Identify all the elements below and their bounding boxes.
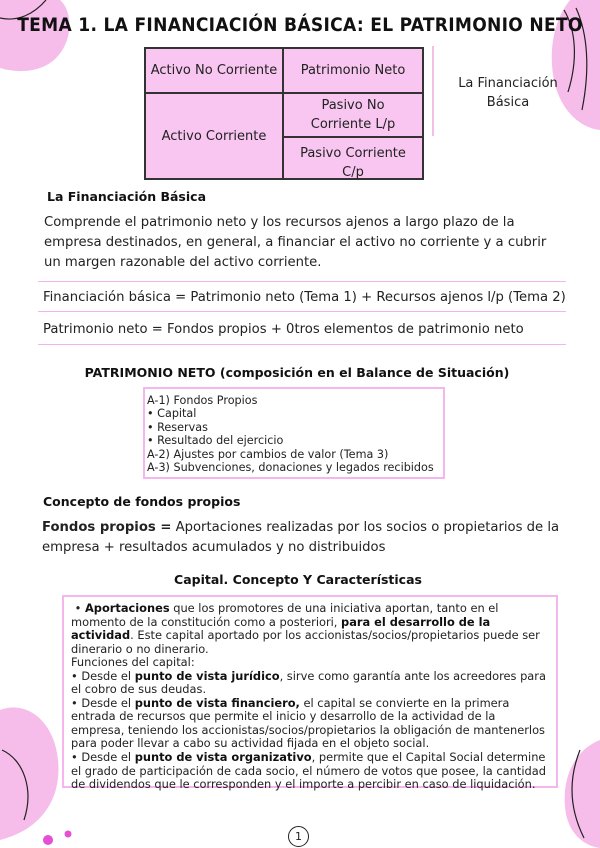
composition-item: A-1) Fondos Propios <box>147 394 258 407</box>
fondos-propios-paragraph <box>42 518 562 558</box>
activo-corriente-cell: Activo Corriente <box>144 92 284 180</box>
pasivo-no-corriente-cell: Pasivo No Corriente L/p <box>282 92 424 138</box>
decorative-blob-top-left <box>0 0 80 80</box>
capital-function-financiero <box>71 697 550 751</box>
fondos-propios-term: Fondos propios = <box>42 520 172 535</box>
capital-heading: Capital. Concepto Y Características <box>174 572 422 587</box>
formula-patrimonio: Patrimonio neto = Fondos propios + 0tros elementos de patrimonio neto <box>43 322 524 337</box>
capital-functions-intro: Funciones del capital: <box>71 655 195 670</box>
composition-heading: PATRIMONIO NETO (composición en el Balance de Situación) <box>84 365 510 380</box>
page-number: 1 <box>288 826 309 847</box>
composition-item: A-2) Ajustes por cambios de valor (Tema 3) <box>147 447 389 461</box>
formula-financiacion: Financiación básica = Patrimonio neto (Tema 1) + Recursos ajenos l/p (Tema 2) <box>43 290 566 305</box>
bullet: • Desde el <box>71 695 135 710</box>
divider <box>38 344 566 345</box>
composition-item: • Reservas <box>147 420 208 434</box>
composition-item: A-3) Subvenciones, donaciones y legados recibidos <box>147 461 434 475</box>
composition-box <box>143 387 445 479</box>
capital-concept: • Aportaciones que los promotores de una iniciativa aportan, tanto en el momento de la constitución como a posteriori, para el desarrollo de la actividad. Este capital aportado por los accionistas/socios/propietarios puede ser dinerario o no dinerario. <box>71 601 540 656</box>
divider <box>38 311 566 312</box>
financiacion-basica-label: La Financiación Básica <box>458 76 558 110</box>
capital-bold: punto de vista financiero, <box>134 695 300 710</box>
divider <box>38 281 566 282</box>
capital-text: , sirve como garantía ante los acreedores para el cobro de sus deudas. <box>71 668 546 697</box>
fondos-propios-heading: Concepto de fondos propios <box>43 494 241 509</box>
capital-box <box>62 595 558 792</box>
patrimonio-neto-cell: Patrimonio Neto <box>282 47 424 94</box>
capital-bold: para el desarrollo de la actividad <box>71 614 491 643</box>
capital-text: . Este capital aportado por los accionistas/socios/propietarios puede ser dinerario o no dinerario. <box>71 628 540 656</box>
capital-function-organizativo <box>71 751 550 792</box>
fondos-propios-definition: Aportaciones realizadas por los socios o propietarios de la empresa + resultados acumulados y no distribuidos <box>42 520 560 555</box>
capital-text: , permite que el Capital Social determine el grado de participación de cada socio, el número de votos que posee, la cantidad de dividendos que le corresponden y el importe a percibir en caso de liquidación. <box>71 750 546 792</box>
activo-no-corriente-cell: Activo No Corriente <box>144 47 284 94</box>
capital-text: que los promotores de una iniciativa aportan, tanto en el momento de la constitución como a posteriori, <box>71 601 499 629</box>
section-heading-financiacion: La Financiación Básica <box>47 189 207 204</box>
page-title: TEMA 1. LA FINANCIACIÓN BÁSICA: EL PATRIMONIO NETO <box>17 14 583 36</box>
composition-item: • Capital <box>147 407 197 421</box>
capital-text: el capital se convierte en la primera entrada de recursos que permite el inicio y desarrollo de la actividad de la empresa, teniendo los accionistas/socios/propietarios la obligación de mantenerlos para poder llevar a cabo su actividad fijada en el objeto social. <box>71 695 545 751</box>
composition-item: • Resultado del ejercicio <box>147 434 284 448</box>
pasivo-corriente-cell: Pasivo Corriente C/p <box>282 136 424 180</box>
bullet: • Desde el <box>71 668 135 683</box>
capital-function-juridico <box>71 670 550 697</box>
capital-bold: punto de vista organizativo <box>134 750 312 765</box>
bullet: • Desde el <box>71 750 135 765</box>
side-divider <box>432 46 434 136</box>
capital-bold: punto de vista jurídico <box>134 668 280 683</box>
financiacion-paragraph: Comprende el patrimonio neto y los recursos ajenos a largo plazo de la empresa destinados, en general, a financiar el activo no corriente y a cubrir un margen razonable del activo corriente. <box>44 215 547 270</box>
capital-bold: Aportaciones <box>84 601 170 615</box>
